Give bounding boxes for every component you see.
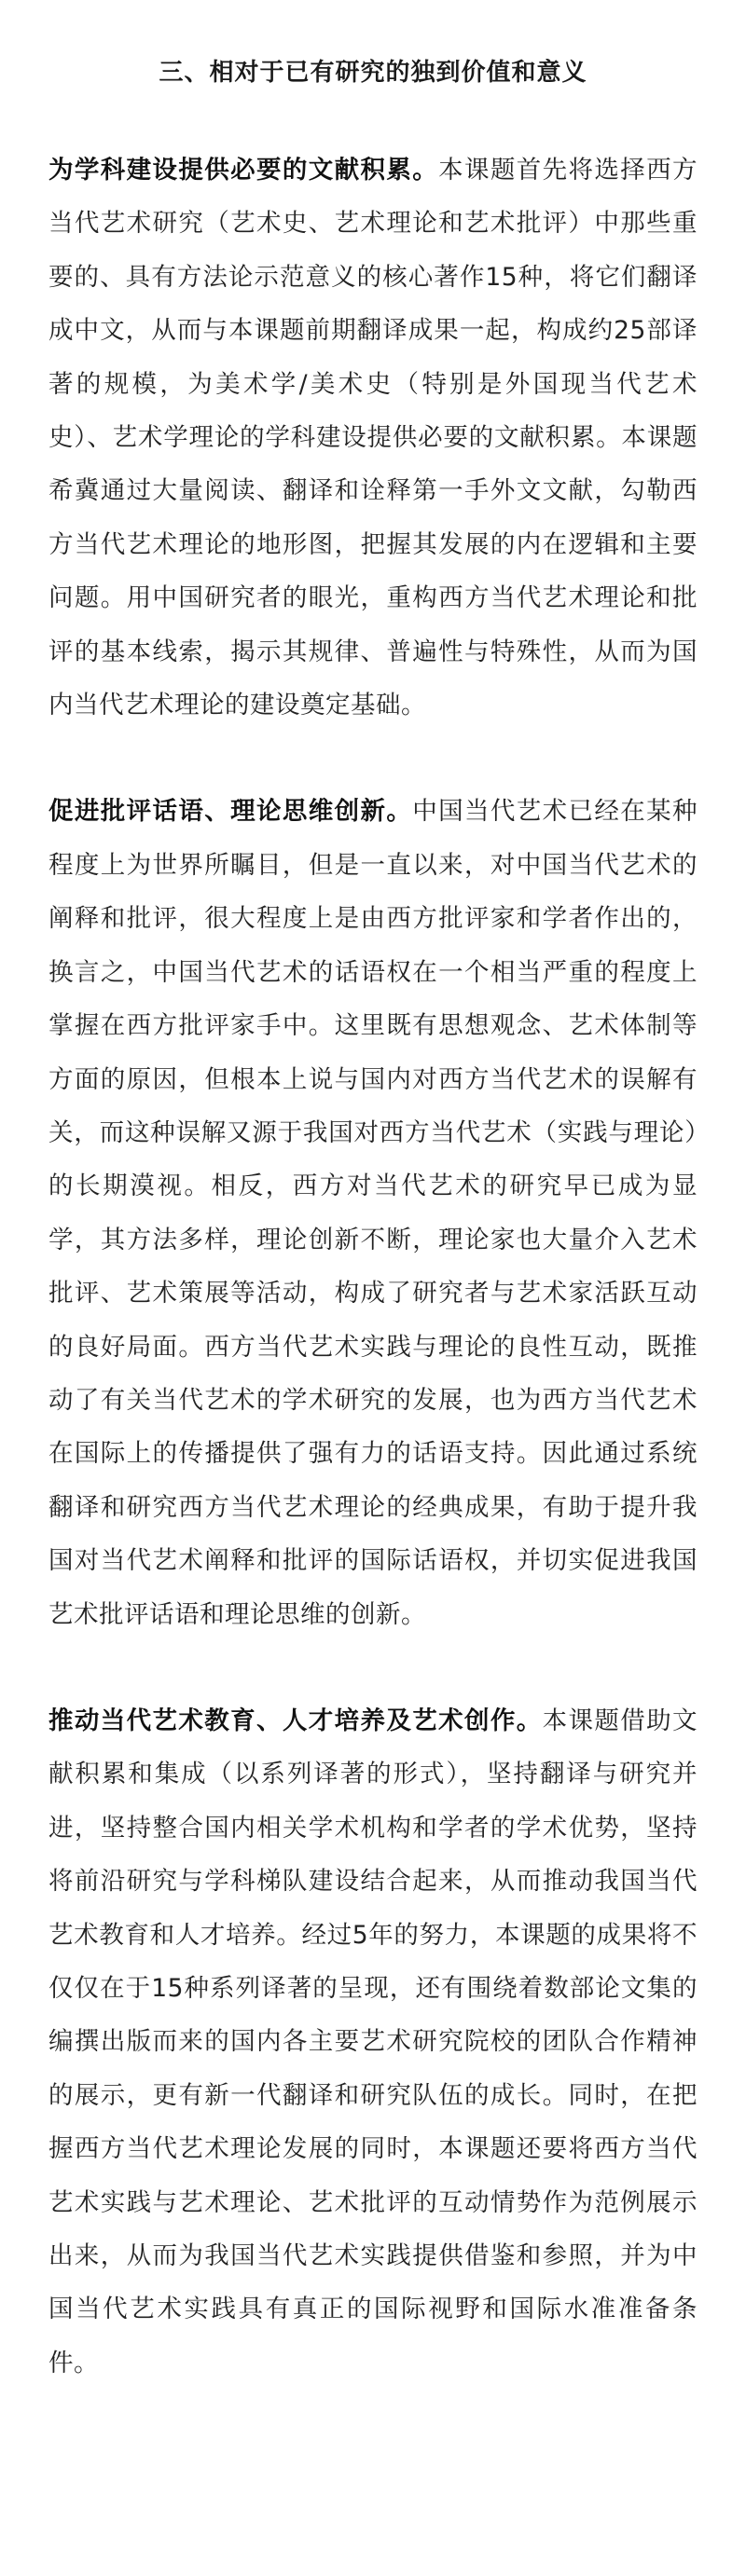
paragraph-body: 本课题借助文献积累和集成（以系列译著的形式），坚持翻译与研究并进，坚持整合国内相关学术机构和学者的学术优势，坚持将前沿研究与学科梯队建设结合起来，从而推动我国当代艺术教育和人才培养。经过5年的努力，本课题的成果将不仅仅在于15种系列译著的呈现，还有围绕着数部论文集的编撰出版而来的国内各主要艺术研究院校的团队合作精神的展示，更有新一代翻译和研究队伍的成长。同时，在把握西方当代艺术理论发展的同时，本课题还要将西方当代艺术实践与艺术理论、艺术批评的互动情势作为范例展示出来，从而为我国当代艺术实践提供借鉴和参照，并为中国当代艺术实践具有真正的国际视野和国际水准准备条件。 <box>48 1706 698 2377</box>
paragraph-lead: 为学科建设提供必要的文献积累。 <box>48 156 439 185</box>
paragraph-criticism <box>48 785 698 1641</box>
paragraph-body: 中国当代艺术已经在某种程度上为世界所瞩目，但是一直以来，对中国当代艺术的阐释和批评，很大程度上是由西方批评家和学者作出的，换言之，中国当代艺术的话语权在一个相当严重的程度上掌握在西方批评家手中。这里既有思想观念、艺术体制等方面的原因，但根本上说与国内对西方当代艺术的误解有关，而这种误解又源于我国对西方当代艺术（实践与理论）的长期漠视。相反，西方对当代艺术的研究早已成为显学，其方法多样，理论创新不断，理论家也大量介入艺术批评、艺术策展等活动，构成了研究者与艺术家活跃互动的良好局面。西方当代艺术实践与理论的良性互动，既推动了有关当代艺术的学术研究的发展，也为西方当代艺术在国际上的传播提供了强有力的话语支持。因此通过系统翻译和研究西方当代艺术理论的经典成果，有助于提升我国对当代艺术阐释和批评的国际话语权，并切实促进我国艺术批评话语和理论思维的创新。 <box>48 797 698 1629</box>
section-title: 三、相对于已有研究的独到价值和意义 <box>159 59 587 87</box>
paragraph-education <box>48 1694 698 2390</box>
paragraph-lead: 推动当代艺术教育、人才培养及艺术创作。 <box>48 1706 543 1735</box>
paragraph-literature <box>48 144 698 732</box>
paragraph-body: 本课题首先将选择西方当代艺术研究（艺术史、艺术理论和艺术批评）中那些重要的、具有方法论示范意义的核心著作15种，将它们翻译成中文，从而与本课题前期翻译成果一起，构成约25部译著的规模，为美术学/美术史（特别是外国现当代艺术史）、艺术学理论的学科建设提供必要的文献积累。本课题希冀通过大量阅读、翻译和诠释第一手外文文献，勾勒西方当代艺术理论的地形图，把握其发展的内在逻辑和主要问题。用中国研究者的眼光，重构西方当代艺术理论和批评的基本线索，揭示其规律、普遍性与特殊性，从而为国内当代艺术理论的建设奠定基础。 <box>48 156 698 720</box>
paragraph-lead: 促进批评话语、理论思维创新。 <box>48 797 413 827</box>
